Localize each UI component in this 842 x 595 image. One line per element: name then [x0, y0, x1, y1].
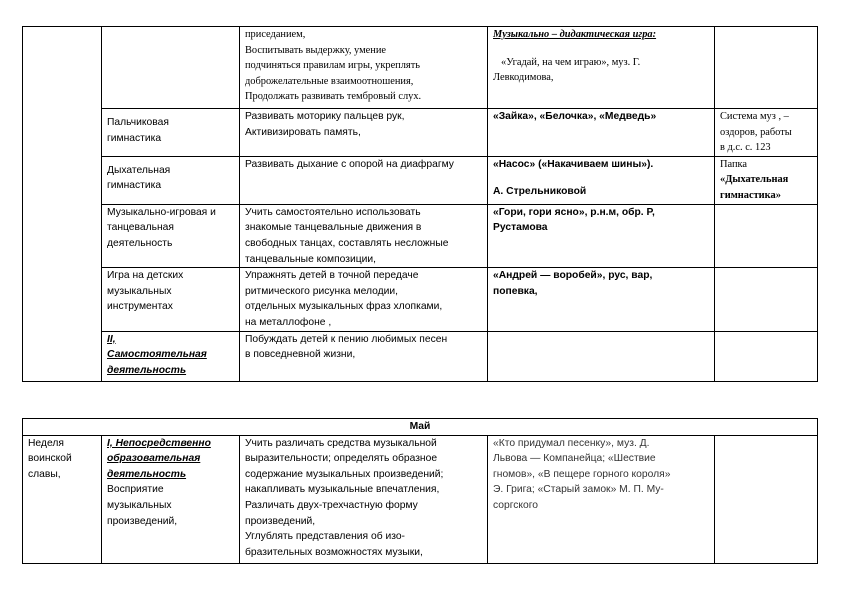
- task-line: на металлофоне ,: [245, 316, 332, 328]
- tasks-cell: [240, 268, 488, 331]
- activity-line: Пальчиковая: [107, 117, 169, 128]
- repertoire-line: Левкодимова,: [493, 72, 554, 84]
- repertoire-cell: [488, 331, 715, 381]
- task-line: подчиняться правилам игры, укреплять: [245, 60, 420, 72]
- activity-cell: [102, 435, 240, 563]
- repertoire-cell: [488, 109, 715, 157]
- task-line: произведений,: [245, 515, 316, 527]
- task-line: Учить различать средства музыкальной: [245, 437, 437, 449]
- table-row: [23, 331, 818, 381]
- repertoire-line: А. Стрельниковой: [493, 186, 587, 198]
- week-line: Неделя: [28, 437, 64, 449]
- task-line: приседанием,: [245, 29, 306, 40]
- plan-table-may: [22, 418, 818, 564]
- note-line: Папка: [720, 158, 748, 170]
- tasks-cell: [240, 435, 488, 563]
- task-line: ритмического рисунка мелодии,: [245, 285, 398, 297]
- task-line: Учить самостоятельно использовать: [245, 206, 421, 218]
- tasks-cell: [240, 27, 488, 109]
- game-title: Музыкально – дидактическая игра:: [493, 29, 657, 40]
- repertoire-cell: [488, 156, 715, 204]
- task-line: Активизировать память,: [245, 126, 361, 138]
- task-line: Развивать моторику пальцев рук,: [245, 111, 405, 122]
- repertoire-line: «Кто придумал песенку», муз. Д.: [493, 437, 650, 449]
- note-line: гимнастика»: [720, 189, 781, 201]
- repertoire-line: «Зайка», «Белочка», «Медведь»: [493, 111, 657, 122]
- repertoire-cell: [488, 435, 715, 563]
- repertoire-line: гномов», «В пещере горного короля»: [493, 468, 671, 480]
- table-row: [23, 268, 818, 331]
- note-line: Система муз , –: [720, 111, 789, 122]
- activity-line: музыкальных: [107, 499, 172, 511]
- repertoire-cell: [488, 204, 715, 267]
- activity-line: гимнастика: [107, 132, 162, 144]
- section-number: II,: [107, 333, 116, 345]
- task-line: танцевальные композиции,: [245, 253, 376, 265]
- task-line: Побуждать детей к пению любимых песен: [245, 333, 448, 345]
- task-line: Углублять представления об изо-: [245, 531, 405, 543]
- section-title-line: образовательная: [107, 453, 201, 465]
- activity-line: произведений,: [107, 515, 178, 527]
- task-line: Продолжать развивать тембровый слух.: [245, 91, 422, 103]
- activity-line: музыкальных: [107, 285, 172, 297]
- month-header-row: [23, 419, 818, 436]
- task-line: знакомые танцевальные движения в: [245, 222, 422, 234]
- activity-line: танцевальная: [107, 222, 174, 234]
- task-line: в повседневной жизни,: [245, 349, 356, 361]
- notes-cell: [715, 27, 818, 109]
- notes-cell: [715, 204, 818, 267]
- activity-cell: [102, 156, 240, 204]
- activity-line: Игра на детских: [107, 270, 184, 282]
- note-line: в д.с. с. 123: [720, 142, 771, 154]
- repertoire-cell: [488, 268, 715, 331]
- table-row: [23, 435, 818, 563]
- notes-cell: [715, 268, 818, 331]
- repertoire-line: «Андрей — воробей», рус, вар,: [493, 270, 653, 282]
- note-line: «Дыхательная: [720, 174, 789, 186]
- repertoire-line: «Насос» («Накачиваем шины»).: [493, 158, 654, 170]
- section-title-line: деятельность: [107, 364, 187, 376]
- repertoire-line: «Гори, гори ясно», р.н.м, обр. Р,: [493, 206, 655, 218]
- repertoire-line: соргского: [493, 499, 538, 511]
- activity-cell: [102, 109, 240, 157]
- week-cell: [23, 27, 102, 382]
- task-line: выразительности; определять образное: [245, 453, 438, 465]
- notes-cell: [715, 331, 818, 381]
- table-row: [23, 109, 818, 157]
- table-row: [23, 27, 818, 109]
- activity-cell: [102, 268, 240, 331]
- plan-table-continuation: [22, 26, 818, 382]
- section-title-line: Самостоятельная: [107, 349, 207, 361]
- task-line: доброжелательные взаимоотношения,: [245, 75, 414, 87]
- section-title-cell: [102, 331, 240, 381]
- activity-line: деятельность: [107, 237, 173, 249]
- tasks-cell: [240, 156, 488, 204]
- task-line: бразительных возможностях музыки,: [245, 546, 423, 558]
- table-row: [23, 156, 818, 204]
- activity-cell: [102, 204, 240, 267]
- repertoire-line: «Угадай, на чем играю», муз. Г.: [501, 56, 641, 68]
- notes-cell: [715, 109, 818, 157]
- week-line: славы,: [28, 468, 61, 480]
- repertoire-line: Львова — Компанейца; «Шествие: [493, 453, 656, 465]
- section-title-line: I, Непосредственно: [107, 437, 211, 449]
- tasks-cell: [240, 204, 488, 267]
- repertoire-line: Э. Грига; «Старый замок» М. П. Му-: [493, 484, 664, 496]
- task-line: Развивать дыхание с опорой на диафрагму: [245, 158, 454, 170]
- task-line: накапливать музыкальные впечатления,: [245, 484, 440, 496]
- repertoire-line: попевка,: [493, 285, 538, 297]
- task-line: Упражнять детей в точной передаче: [245, 270, 419, 282]
- note-line: оздоров, работы: [720, 126, 792, 138]
- notes-cell: [715, 435, 818, 563]
- task-line: отдельных музыкальных фраз хлопками,: [245, 301, 443, 313]
- activity-cell: [102, 27, 240, 109]
- section-title-line: деятельность: [107, 468, 187, 480]
- notes-cell: [715, 156, 818, 204]
- tasks-cell: [240, 331, 488, 381]
- repertoire-line: Рустамова: [493, 222, 548, 234]
- task-line: Воспитывать выдержку, умение: [245, 44, 387, 56]
- activity-line: гимнастика: [107, 180, 162, 192]
- activity-line: Восприятие: [107, 484, 164, 496]
- week-cell: [23, 435, 102, 563]
- task-line: Различать двух-трехчастную форму: [245, 499, 418, 511]
- repertoire-cell: [488, 27, 715, 109]
- activity-line: Дыхательная: [107, 164, 171, 176]
- week-line: воинской: [28, 453, 72, 465]
- month-title: Май: [23, 419, 818, 436]
- table-row: [23, 204, 818, 267]
- activity-line: Музыкально-игровая и: [107, 206, 216, 218]
- task-line: содержание музыкальных произведений;: [245, 468, 444, 480]
- activity-line: инструментах: [107, 301, 173, 313]
- tasks-cell: [240, 109, 488, 157]
- task-line: свободных танцах, составлять несложные: [245, 237, 449, 249]
